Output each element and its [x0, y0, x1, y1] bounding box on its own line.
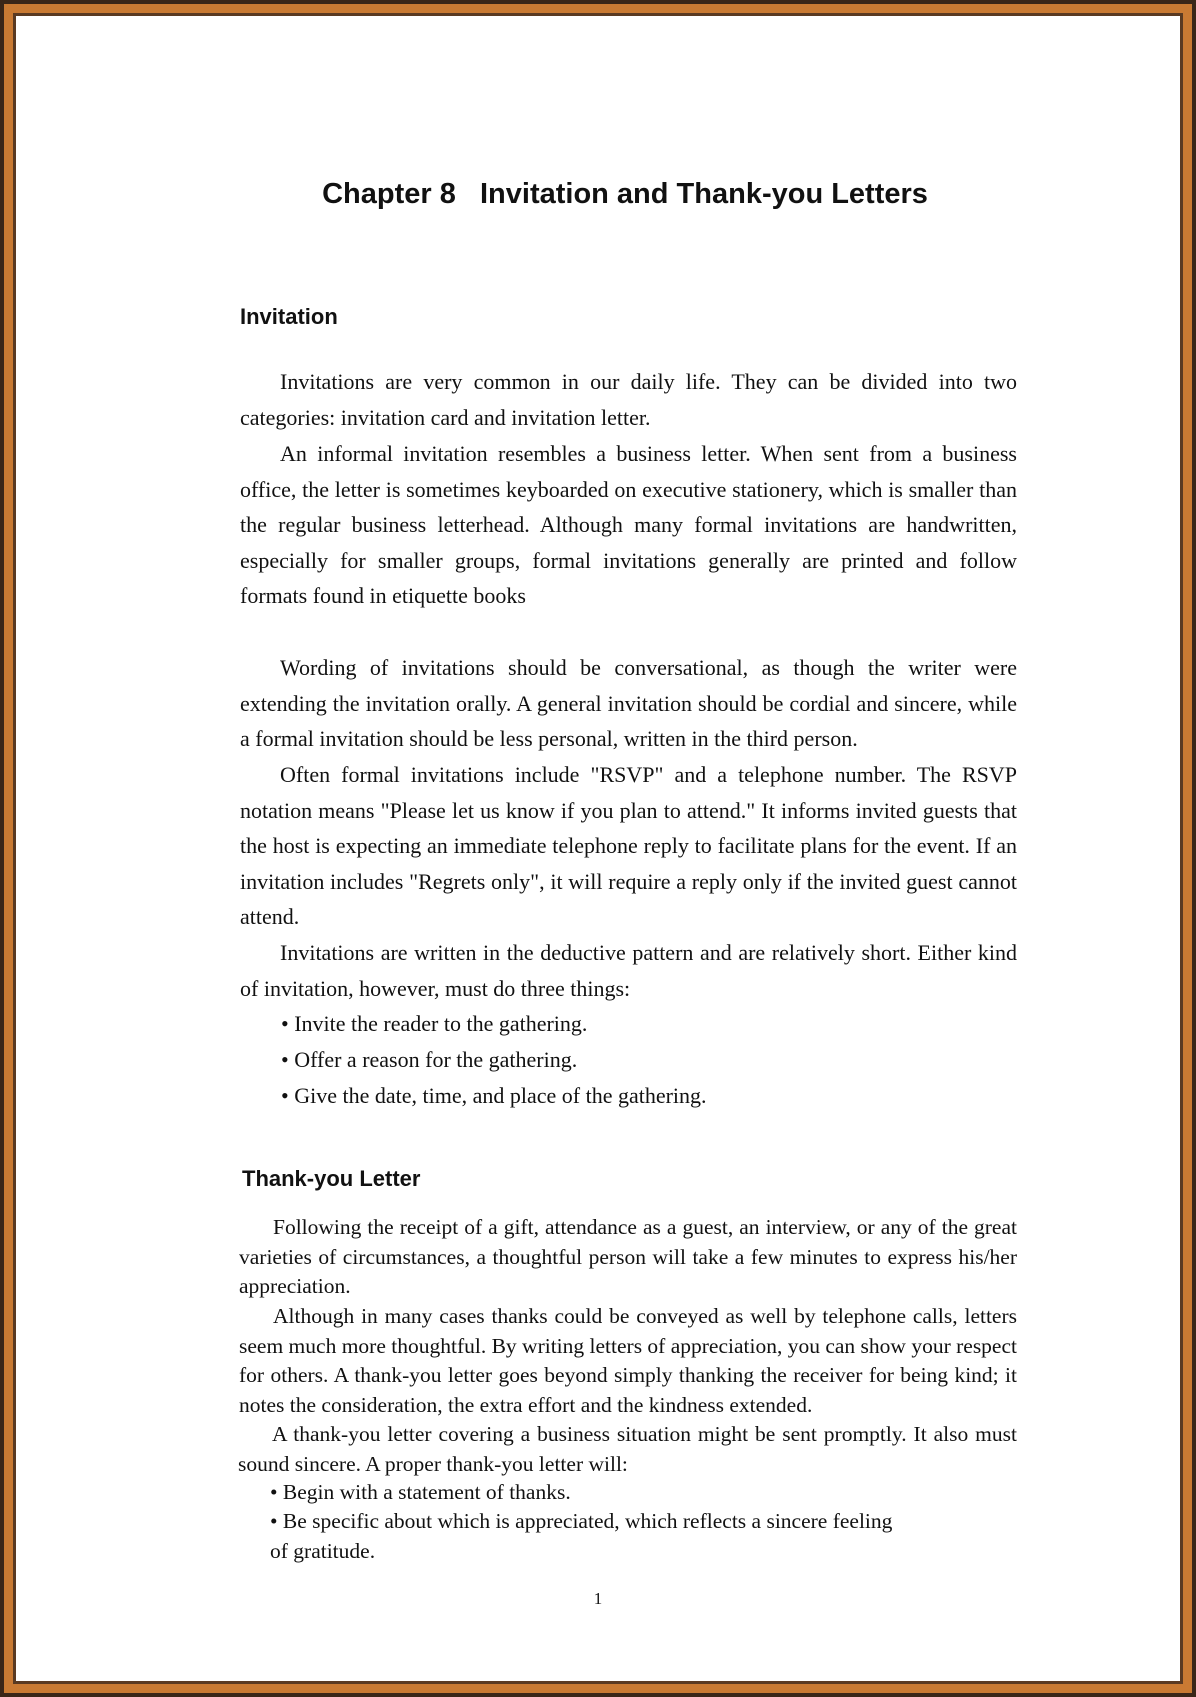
thank-you-heading: Thank-you Letter: [242, 1166, 421, 1191]
invitation-paragraph-4: Often formal invitations include "RSVP" and a telephone number. The RSVP notation means "Please let us know if you plan to attend." It informs invited guests that the host is expecting an immediate telephone reply to facilitate plans for the event. If an invitation includes "Regrets only", it will require a reply only if the invited guest cannot attend.: [240, 762, 1017, 930]
thank-you-bullet-2: • Be specific about which is appreciated, which reflects a sincere feeling: [270, 1509, 893, 1533]
thank-you-paragraph-2: Although in many cases thanks could be conveyed as well by telephone calls, letters seem much more thoughtful. By writing letters of appreciation, you can show your respect for others. A thank-you letter goes beyond simply thanking the receiver for being kind; it notes the consideration, the extra effort and the kindness extended.: [239, 1304, 1017, 1417]
thank-you-paragraph-3: A thank-you letter covering a business situation might be sent promptly. It also must sound sincere. A proper thank-you letter will:: [238, 1422, 1017, 1476]
thank-you-bullet-1: • Begin with a statement of thanks.: [270, 1480, 571, 1504]
thank-you-paragraph-1: Following the receipt of a gift, attendance as a guest, an interview, or any of the great varieties of circumstances, a thoughtful person will take a few minutes to express his/her appreciation.: [239, 1215, 1017, 1299]
invitation-paragraph-5: Invitations are written in the deductive pattern and are relatively short. Either kind of invitation, however, must do three things:: [240, 940, 1017, 1001]
invitation-heading: Invitation: [240, 304, 338, 329]
invitation-bullet-1: • Invite the reader to the gathering.: [281, 1011, 588, 1036]
invitation-paragraph-1: Invitations are very common in our daily life. They can be divided into two categories: invitation card and invitation letter.: [240, 369, 1017, 430]
invitation-paragraph-3: Wording of invitations should be conversational, as though the writer were extending the invitation orally. A general invitation should be cordial and sincere, while a formal invitation should be less personal, written in the third person.: [240, 655, 1017, 752]
invitation-paragraph-2: An informal invitation resembles a business letter. When sent from a business office, the letter is sometimes keyboarded on executive stationery, which is smaller than the regular business letterhead. Although many formal invitations are handwritten, especially for smaller groups, formal invitations generally are printed and follow formats found in etiquette books: [240, 441, 1017, 609]
thank-you-bullet-2-continuation: of gratitude.: [270, 1539, 376, 1563]
chapter-title: Chapter 8 Invitation and Thank-you Letters: [322, 178, 928, 210]
invitation-bullet-2: • Offer a reason for the gathering.: [281, 1047, 578, 1072]
invitation-bullet-3: • Give the date, time, and place of the gathering.: [281, 1083, 707, 1108]
page-number: 1: [593, 1589, 603, 1608]
